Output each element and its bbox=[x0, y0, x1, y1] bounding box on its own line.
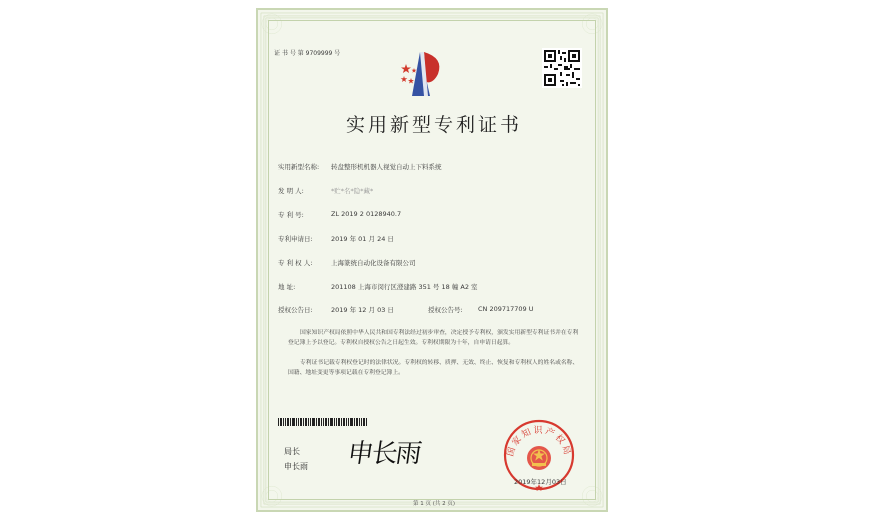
field-value-design-name: 转盘整形机机器人视觉自动上下料系统 bbox=[331, 163, 442, 171]
field-label-address: 地 址: bbox=[278, 283, 296, 291]
grant-date-value: 2019 年 12 月 03 日 bbox=[331, 306, 394, 314]
field-value-patentee: 上海篆统自动化设备有限公司 bbox=[331, 259, 416, 267]
barcode-icon bbox=[278, 418, 368, 426]
certificate-number: 证 书 号 第 9709999 号 bbox=[274, 50, 341, 57]
svg-text:国家知识产权局: 国家知识产权局 bbox=[505, 426, 573, 458]
signature-name-label: 申长雨 bbox=[284, 462, 308, 471]
grant-number-label: 授权公告号: bbox=[428, 306, 463, 314]
seal-date: 2019年12月03日 bbox=[514, 478, 567, 486]
cnipa-logo-icon bbox=[398, 48, 448, 100]
certificate-paragraph-1: 国家知识产权局依照中华人民共和国专利法经过初步审查，决定授予专利权，颁发实用新型专利证书并在专利登记簿上予以登记。专利权自授权公告之日起生效。专利权期限为十年，自申请日起算。 bbox=[288, 330, 579, 346]
field-label-patentee: 专 利 权 人: bbox=[278, 259, 313, 267]
qr-code-icon bbox=[542, 48, 582, 88]
grant-date-label: 授权公告日: bbox=[278, 306, 313, 314]
field-value-application-date: 2019 年 01 月 24 日 bbox=[331, 235, 394, 243]
handwritten-signature: 申长雨 bbox=[345, 439, 422, 469]
field-label-patent-number: 专 利 号: bbox=[278, 211, 304, 219]
certificate-paragraph-2: 专利证书记载专利权登记时的法律状况。专利权的转移、质押、无效、终止、恢复和专利权人的姓名或名称、国籍、地址变更等事项记载在专利登记簿上。 bbox=[288, 360, 579, 376]
field-label-application-date: 专利申请日: bbox=[278, 235, 313, 243]
patent-certificate bbox=[256, 8, 608, 512]
certificate-title: 实用新型专利证书 bbox=[345, 114, 522, 136]
field-label-inventor: 发 明 人: bbox=[278, 187, 304, 195]
page-footer: 第 1 页 (共 2 页) bbox=[412, 501, 456, 507]
field-value-inventor: *贮*名*隐*藏* bbox=[331, 187, 374, 195]
field-value-patent-number: ZL 2019 2 0128940.7 bbox=[331, 210, 402, 218]
signature-title-label: 局长 bbox=[284, 447, 300, 456]
grant-number-value: CN 209717709 U bbox=[478, 305, 534, 313]
field-label-design-name: 实用新型名称: bbox=[278, 163, 320, 171]
field-value-address: 201108 上海市闵行区澄建路 351 号 18 幢 A2 室 bbox=[331, 283, 478, 291]
